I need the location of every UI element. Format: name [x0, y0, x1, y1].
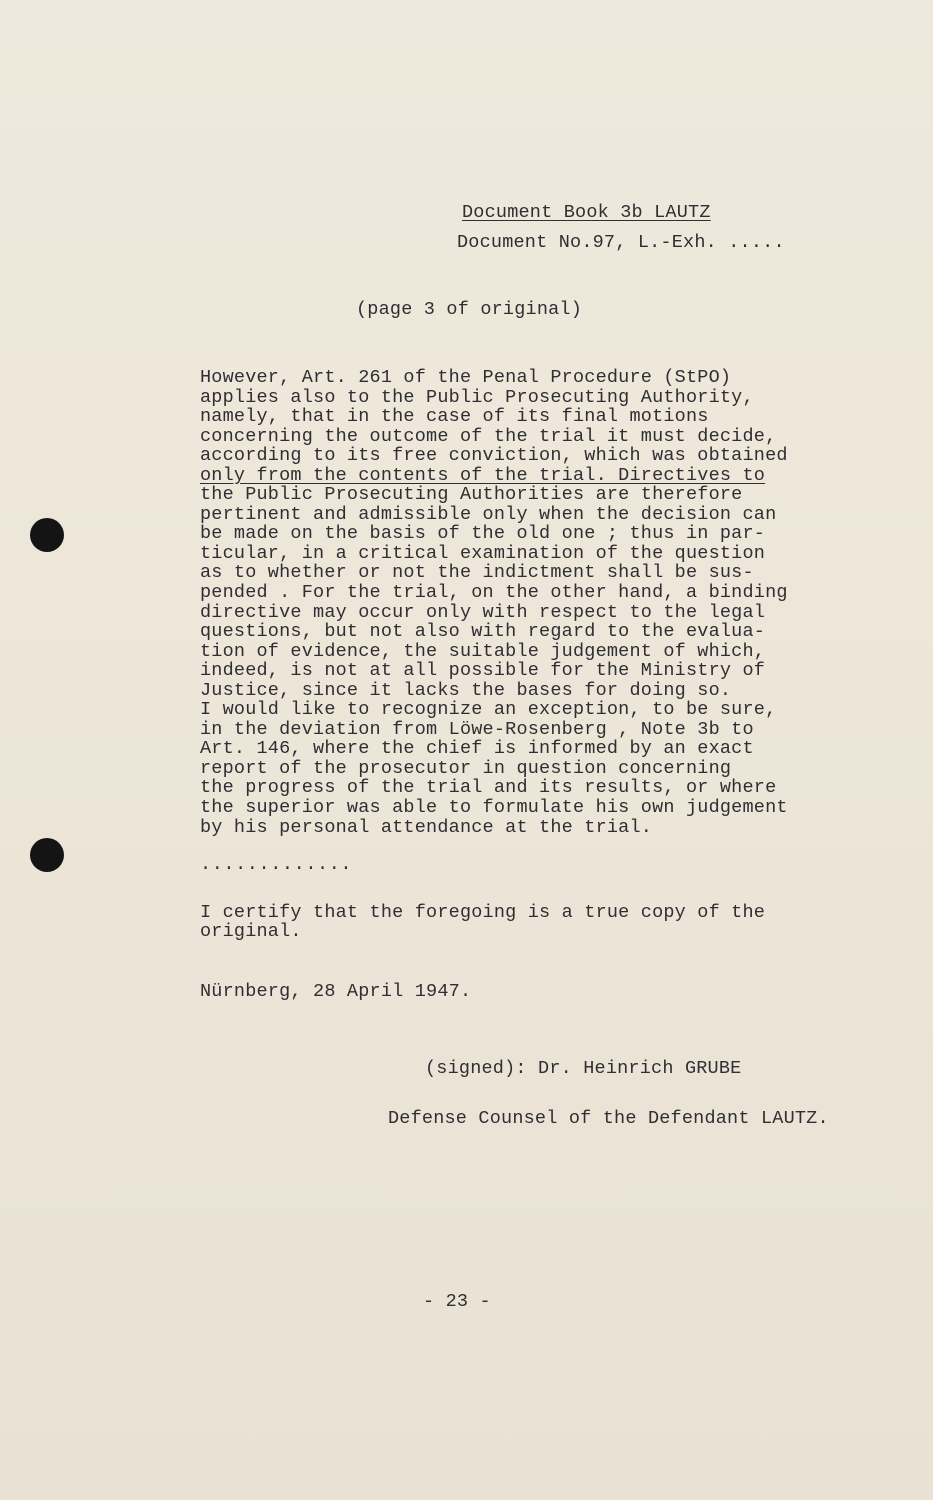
- body-line: the progress of the trial and its results, or where: [200, 777, 777, 799]
- body-line: report of the prosecutor in question concerning: [200, 757, 732, 779]
- signature-line: (signed): Dr. Heinrich GRUBE: [425, 1058, 742, 1079]
- body-line: only from the contents of the trial. Directives to: [200, 464, 766, 486]
- body-line: Justice, since it lacks the bases for doing so.: [200, 679, 732, 701]
- body-line: the superior was able to formulate his own judgement: [200, 797, 788, 819]
- body-line: according to its free conviction, which was obtained: [200, 445, 788, 467]
- page-number: - 23 -: [423, 1291, 491, 1312]
- punch-hole: [30, 838, 64, 872]
- document-number-heading: Document No.97, L.-Exh. .....: [457, 232, 785, 253]
- body-line: applies also to the Public Prosecuting Authority,: [200, 386, 754, 408]
- body-line: Art. 146, where the chief is informed by an exact: [200, 738, 754, 760]
- document-book-heading: Document Book 3b LAUTZ: [462, 202, 711, 223]
- body-text: [200, 368, 850, 837]
- body-line: in the deviation from Löwe-Rosenberg , Note 3b to: [200, 718, 754, 740]
- body-line: pertinent and admissible only when the decision can: [200, 503, 777, 525]
- page-of-original-note: (page 3 of original): [356, 299, 583, 320]
- body-line: be made on the basis of the old one ; thus in par-: [200, 523, 766, 545]
- ellipsis-separator: .............: [200, 854, 353, 875]
- body-line: indeed, is not at all possible for the Ministry of: [200, 660, 766, 682]
- punch-hole: [30, 518, 64, 552]
- body-line: as to whether or not the indictment shall be sus-: [200, 562, 754, 584]
- place-date: Nürnberg, 28 April 1947.: [200, 981, 472, 1002]
- body-line: I would like to recognize an exception, to be sure,: [200, 699, 777, 721]
- signer-title: Defense Counsel of the Defendant LAUTZ.: [388, 1108, 829, 1129]
- body-line: directive may occur only with respect to the legal: [200, 601, 766, 623]
- body-line: concerning the outcome of the trial it must decide,: [200, 425, 777, 447]
- body-line: However, Art. 261 of the Penal Procedure (StPO): [200, 367, 732, 388]
- body-line: by his personal attendance at the trial.: [200, 816, 653, 838]
- body-line: ticular, in a critical examination of the question: [200, 542, 766, 564]
- body-line: the Public Prosecuting Authorities are therefore: [200, 484, 743, 506]
- body-line: questions, but not also with regard to the evalua-: [200, 621, 766, 643]
- certification-line: I certify that the foregoing is a true copy of the: [200, 902, 766, 923]
- body-line: tion of evidence, the suitable judgement of which,: [200, 640, 766, 662]
- certification-line: original.: [200, 921, 302, 942]
- body-line: namely, that in the case of its final motions: [200, 406, 709, 428]
- body-line: pended . For the trial, on the other hand, a binding: [200, 582, 788, 604]
